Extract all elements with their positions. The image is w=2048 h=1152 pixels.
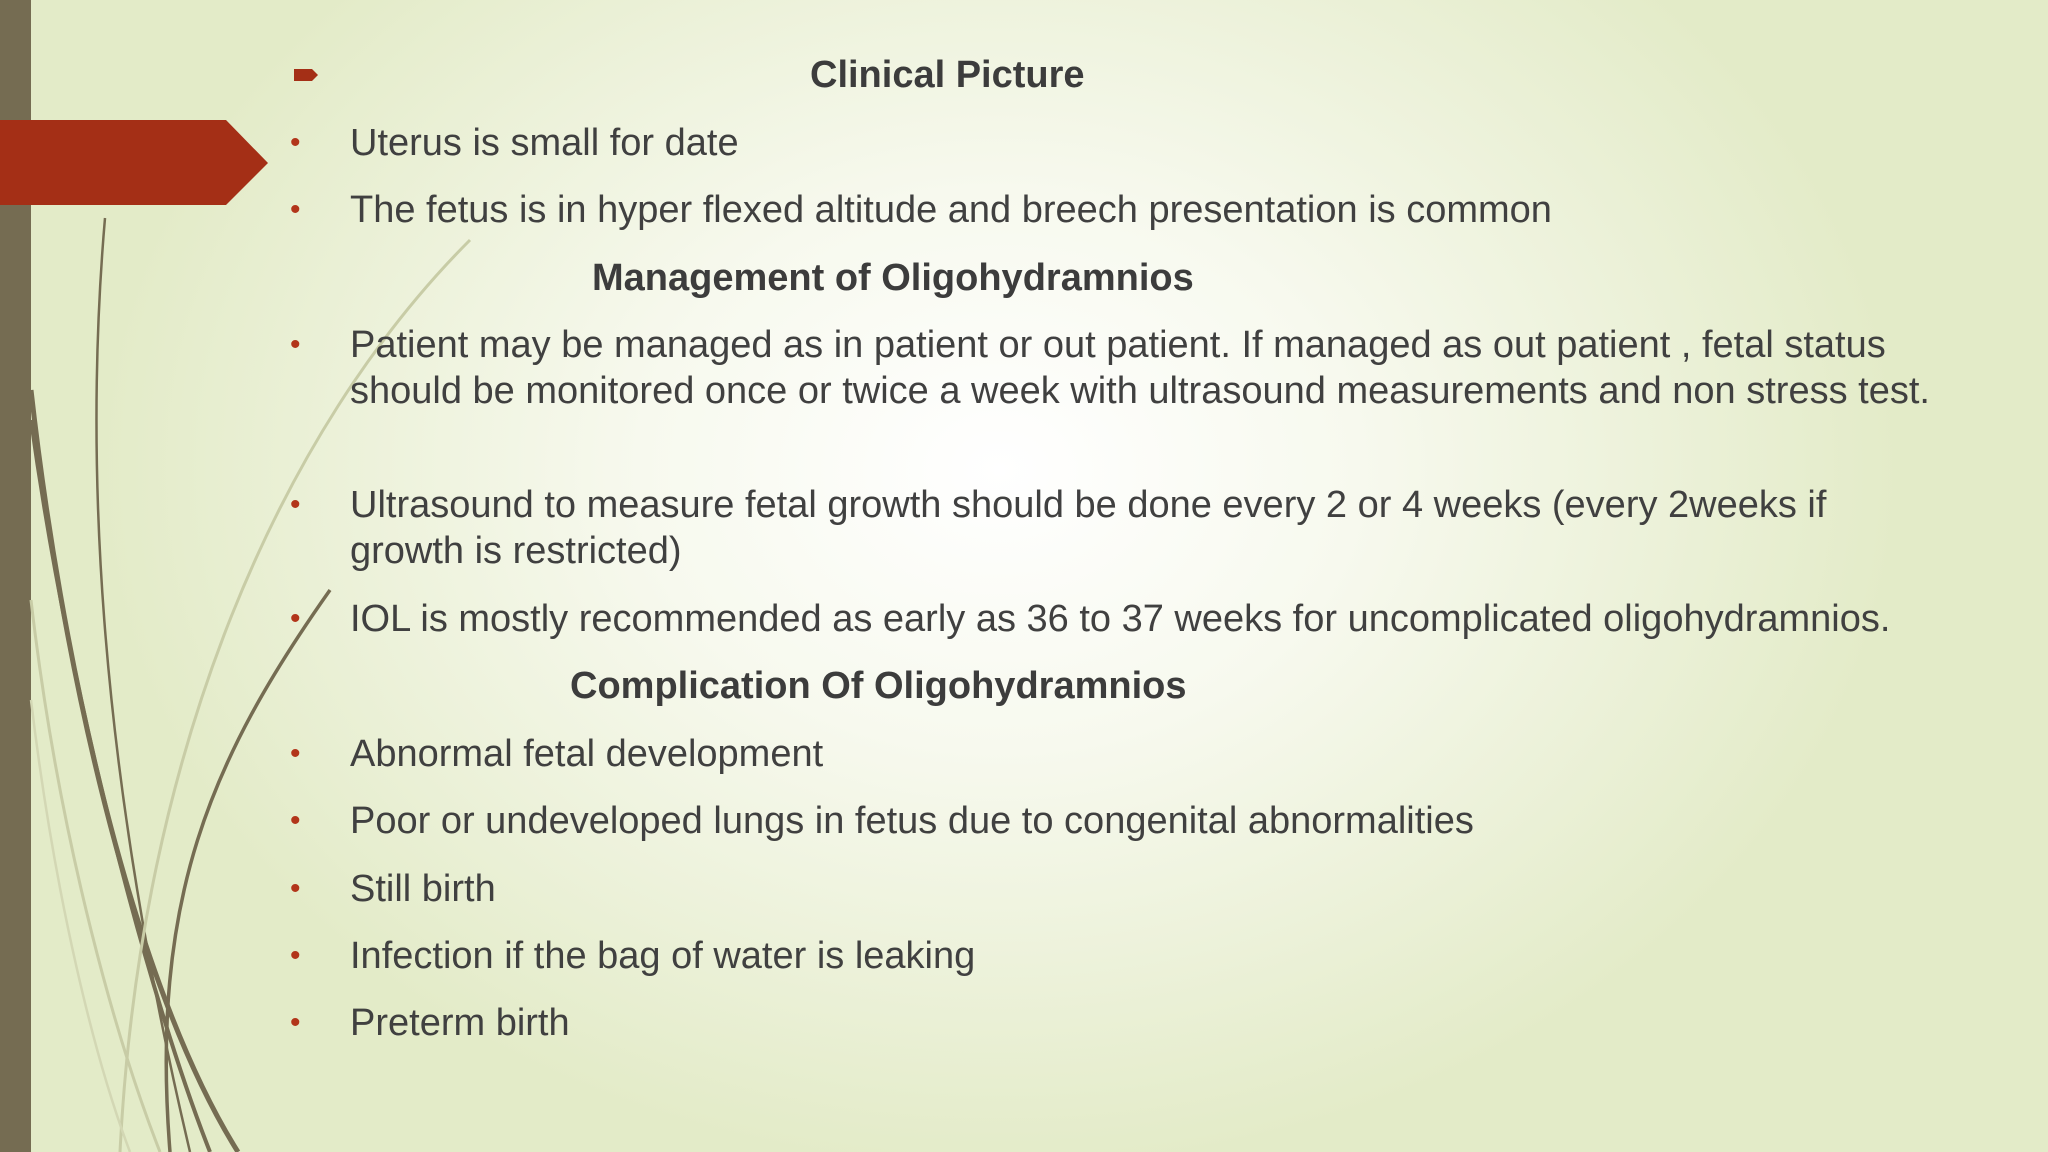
bullet-icon: •: [290, 602, 301, 635]
bullet-text: Patient may be managed as in patient or out patient. If managed as out patient , fetal status should be monitored once or twice a week with ultrasound measurements and non stress test.: [350, 324, 1930, 412]
bullet-text: Ultrasound to measure fetal growth should be done every 2 or 4 weeks (every 2weeks if growth is restricted): [350, 484, 1827, 572]
bullet-text: Abnormal fetal development: [350, 733, 824, 775]
bullet-icon: •: [290, 872, 301, 905]
bullet-item: [290, 866, 1950, 933]
bullet-item: [290, 1000, 1950, 1067]
bullet-item: [290, 187, 1950, 255]
decorative-curve: [31, 600, 160, 1152]
bullet-text: Infection if the bag of water is leaking: [350, 935, 976, 977]
bullet-item: [290, 482, 1950, 596]
bullet-text: IOL is mostly recommended as early as 36 to 37 weeks for uncomplicated oligohydramnios.: [350, 598, 1891, 640]
bullet-icon: •: [290, 1006, 301, 1039]
section-heading: Clinical Picture: [810, 54, 1085, 96]
decorative-curve: [31, 700, 130, 1152]
bullet-text: Still birth: [350, 868, 496, 910]
decorative-curve: [96, 218, 190, 1152]
slide-content: [290, 52, 1950, 1067]
bullet-icon: •: [290, 939, 301, 972]
bullet-icon: •: [290, 488, 301, 521]
bullet-text: The fetus is in hyper flexed altitude and breech presentation is common: [350, 189, 1552, 231]
heading-row: [290, 52, 1950, 120]
bullet-icon: •: [290, 328, 301, 361]
accent-arrow-banner: [0, 120, 268, 205]
heading-row: [290, 255, 1950, 322]
bullet-text: Uterus is small for date: [350, 122, 739, 164]
bullet-icon: •: [290, 804, 301, 837]
bullet-icon: •: [290, 737, 301, 770]
bullet-text: Poor or undeveloped lungs in fetus due to congenital abnormalities: [350, 800, 1474, 842]
bullet-item: [290, 120, 1950, 187]
bullet-text: Preterm birth: [350, 1002, 570, 1044]
bullet-item: [290, 596, 1950, 663]
heading-row: [290, 663, 1950, 731]
section-heading: Management of Oligohydramnios: [592, 257, 1194, 299]
bullet-item: [290, 798, 1950, 866]
decorative-curve: [31, 390, 238, 1152]
section-heading: Complication Of Oligohydramnios: [570, 665, 1187, 707]
bullet-icon: •: [290, 193, 301, 226]
arrow-bullet-icon: [294, 69, 318, 81]
bullet-item: [290, 731, 1950, 798]
bullet-icon: •: [290, 126, 301, 159]
bullet-item: [290, 933, 1950, 1000]
bullet-item: [290, 322, 1950, 482]
